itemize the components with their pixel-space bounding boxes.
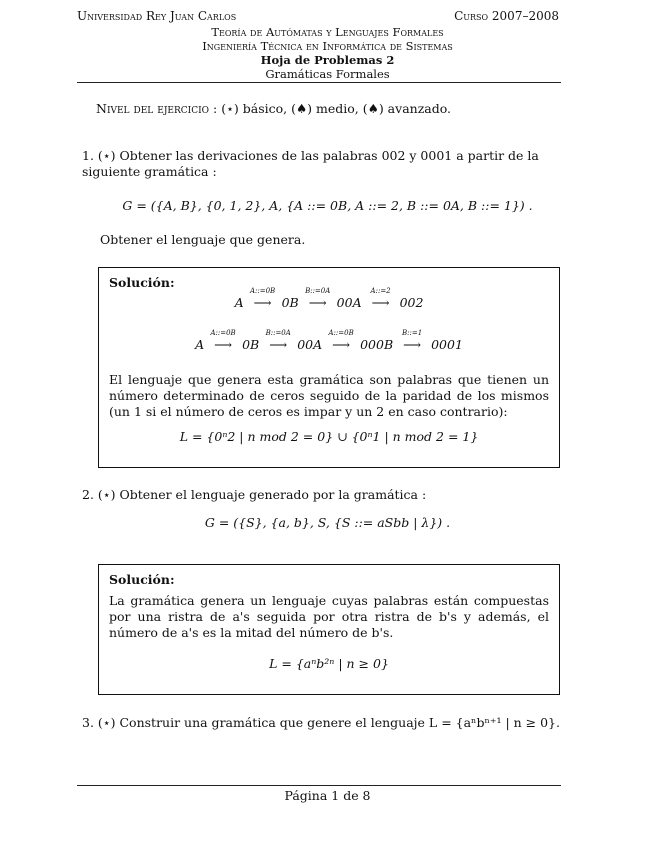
solution-2-title: Solución: bbox=[109, 572, 175, 587]
problem-2-grammar: G = ({S}, {a, b}, S, {S ::= aSbb | λ}) . bbox=[204, 515, 451, 530]
derive-arrow: B::=1 ⟶ bbox=[402, 329, 423, 352]
derivation-2-step: 00A bbox=[297, 337, 323, 352]
problem-3-number: 3. bbox=[82, 715, 94, 730]
derive-arrow: A::=2 ⟶ bbox=[370, 287, 391, 310]
problem-3-statement: Construir una gramática que genere el lenguaje L = {aⁿbⁿ⁺¹ | n ≥ 0}. bbox=[119, 715, 560, 730]
solution-2-explanation: La gramática genera un lenguaje cuyas palabras están compuestas por una ristra de a's seguida por otra ristra de b's y además, el número de a's es la mitad del número de b's. bbox=[109, 593, 549, 640]
solution-2-language: L = {aⁿb²ⁿ | n ≥ 0} bbox=[269, 656, 389, 671]
problem-1 bbox=[82, 148, 562, 180]
footer-rule bbox=[77, 785, 561, 786]
topic-title: Gramáticas Formales bbox=[265, 67, 390, 81]
university-name: Universidad Rey Juan Carlos bbox=[77, 9, 237, 23]
problem-2-number: 2. bbox=[82, 487, 94, 502]
problem-2-statement: Obtener el lenguaje generado por la gramática : bbox=[119, 487, 427, 502]
level-legend-text: : (⋆) básico, (♠) medio, (♠) avanzado. bbox=[209, 101, 452, 116]
derivation-2-start: A bbox=[195, 337, 205, 352]
solution-box-1 bbox=[98, 267, 560, 468]
derive-arrow: B::=0A ⟶ bbox=[265, 329, 291, 352]
problem-2-stars: (⋆) bbox=[97, 487, 116, 502]
level-legend-label: Nivel del ejercicio bbox=[96, 101, 210, 116]
problem-3 bbox=[82, 715, 562, 731]
derivation-1-start: A bbox=[234, 295, 244, 310]
page-number: Página 1 de 8 bbox=[284, 788, 371, 803]
derivation-1-step: 00A bbox=[336, 295, 362, 310]
level-legend bbox=[96, 101, 451, 117]
derive-arrow: B::=0A ⟶ bbox=[305, 287, 331, 310]
header-rule bbox=[77, 82, 561, 83]
problem-1-statement: Obtener las derivaciones de las palabras 002 y 0001 a partir de la siguiente gramática : bbox=[82, 148, 539, 179]
derivation-2-step: 0001 bbox=[431, 337, 463, 352]
solution-1-language: L = {0ⁿ2 | n mod 2 = 0} ∪ {0ⁿ1 | n mod 2 = 1} bbox=[179, 429, 479, 444]
subject-title: Teoría de Autómatas y Lenguajes Formales bbox=[211, 25, 444, 39]
solution-1-title: Solución: bbox=[109, 275, 175, 290]
problem-1-grammar: G = ({A, B}, {0, 1, 2}, A, {A ::= 0B, A ::= 2, B ::= 0A, B ::= 1}) . bbox=[122, 198, 533, 213]
derive-arrow: A::=0B ⟶ bbox=[249, 287, 276, 310]
derivation-2-step: 0B bbox=[242, 337, 260, 352]
derivation-2-step: 000B bbox=[360, 337, 394, 352]
problem-1-number: 1. bbox=[82, 148, 94, 163]
problem-3-stars: (⋆) bbox=[97, 715, 116, 730]
degree-title: Ingeniería Técnica en Informática de Sistemas bbox=[202, 39, 453, 53]
derive-arrow: A::=0B ⟶ bbox=[210, 329, 236, 352]
problem-1-stars: (⋆) bbox=[97, 148, 116, 163]
solution-1-explanation: El lenguaje que genera esta gramática son palabras que tienen un número determinado de ceros seguido de la paridad de los mismos (un 1 si el número de ceros es impar y un 2 en caso contrario): bbox=[109, 372, 549, 419]
problem-1-followup: Obtener el lenguaje que genera. bbox=[100, 232, 306, 247]
solution-box-2 bbox=[98, 564, 560, 695]
course-year: Curso 2007–2008 bbox=[454, 9, 559, 23]
problem-2 bbox=[82, 487, 562, 503]
derivation-1-step: 0B bbox=[281, 295, 299, 310]
derivation-2 bbox=[99, 329, 559, 352]
derive-arrow: A::=0B ⟶ bbox=[328, 329, 354, 352]
sheet-title: Hoja de Problemas 2 bbox=[260, 53, 395, 67]
derivation-1-step: 002 bbox=[399, 295, 424, 310]
derivation-1 bbox=[99, 287, 559, 310]
